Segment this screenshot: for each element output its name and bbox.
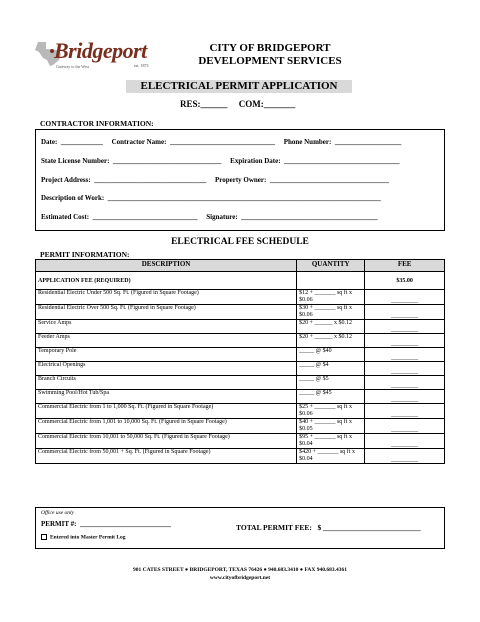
fee-row-quantity[interactable]: _____ @ $4 bbox=[297, 362, 365, 376]
total-permit-fee-field[interactable]: TOTAL PERMIT FEE: $ __________________________ bbox=[236, 523, 421, 532]
fee-row-description: Residential Electric Over 500 Sq. Ft. (Figured in Square Footage) bbox=[36, 305, 297, 320]
fee-row-description: Electrical Openings bbox=[36, 362, 297, 376]
fee-row-description: Commercial Electric from 50,001 + Sq. Ft. (Figured in Square Footage) bbox=[36, 449, 297, 464]
fee-row-description: Temporary Pole bbox=[36, 348, 297, 362]
fee-row-quantity[interactable]: $420 + _______ sq ft x $0.04 bbox=[297, 449, 365, 464]
fee-row bbox=[36, 348, 445, 362]
fee-row-fee[interactable]: _________ bbox=[365, 348, 445, 362]
cost-signature-line[interactable]: Estimated Cost: ______________________________ Signature: _______________________________________ bbox=[41, 213, 378, 221]
fee-row-quantity[interactable]: $95 + _______ sq ft x $0.04 bbox=[297, 434, 365, 449]
fee-row-quantity[interactable]: $25 + _______ sq ft x $0.06 bbox=[297, 404, 365, 419]
fee-row-description: Commercial Electric from 1,001 to 10,000 Sq. Ft. (Figured in Square Footage) bbox=[36, 419, 297, 434]
permit-info-label: PERMIT INFORMATION: bbox=[40, 250, 130, 259]
office-use-note: Office use only bbox=[41, 510, 74, 516]
fee-row-description: Commercial Electric from 1 to 1,000 Sq. Ft. (Figured in Square Footage) bbox=[36, 404, 297, 419]
application-fee-qty bbox=[297, 272, 365, 290]
office-use-box bbox=[35, 507, 445, 549]
permit-type-line bbox=[180, 99, 295, 109]
footer-website[interactable]: www.cityofbridgeport.net bbox=[209, 575, 271, 581]
col-description: DESCRIPTION bbox=[36, 260, 297, 272]
fee-row bbox=[36, 434, 445, 449]
fee-row bbox=[36, 404, 445, 419]
fee-row-description: Service Amps bbox=[36, 320, 297, 334]
fee-row bbox=[36, 419, 445, 434]
fee-row-description: Feeder Amps bbox=[36, 334, 297, 348]
fee-row bbox=[36, 334, 445, 348]
application-fee-value: $35.00 bbox=[365, 272, 445, 290]
fee-row bbox=[36, 290, 445, 305]
fee-schedule-title: ELECTRICAL FEE SCHEDULE bbox=[171, 237, 309, 247]
footer-address: 901 CATES STREET ● BRIDGEPORT, TEXAS 76426 ● 940.683.3410 ● FAX 940.683.4361 bbox=[132, 567, 347, 573]
fee-row-fee[interactable]: _________ bbox=[365, 404, 445, 419]
fee-row bbox=[36, 362, 445, 376]
fee-row bbox=[36, 449, 445, 464]
fee-row bbox=[36, 390, 445, 404]
fee-row-fee[interactable]: _________ bbox=[365, 305, 445, 320]
fee-row-fee[interactable]: _________ bbox=[365, 334, 445, 348]
master-log-checkbox[interactable] bbox=[41, 534, 47, 540]
fee-row-description: Commercial Electric from 10,001 to 50,000 Sq. Ft. (Figured in Square Footage) bbox=[36, 434, 297, 449]
fee-row-fee[interactable]: _________ bbox=[365, 419, 445, 434]
fee-row-fee[interactable]: _________ bbox=[365, 320, 445, 334]
res-field[interactable]: RES:______ bbox=[180, 99, 228, 109]
com-field[interactable]: COM:_______ bbox=[238, 99, 296, 109]
fee-row-quantity[interactable]: $30 + _______ sq ft x $0.06 bbox=[297, 305, 365, 320]
contractor-section-label: CONTRACTOR INFORMATION: bbox=[40, 119, 154, 128]
fee-row-fee[interactable]: _________ bbox=[365, 434, 445, 449]
logo-est: est. 1873 bbox=[134, 63, 149, 68]
form-title: ELECTRICAL PERMIT APPLICATION bbox=[126, 80, 352, 93]
fee-row-quantity[interactable]: $20 + ______ x $0.12 bbox=[297, 320, 365, 334]
fee-row-quantity[interactable]: _____ @ $5 bbox=[297, 376, 365, 390]
contractor-info-box bbox=[35, 129, 445, 231]
fee-row-fee[interactable]: _________ bbox=[365, 390, 445, 404]
fee-row bbox=[36, 320, 445, 334]
license-expiration-line[interactable]: State License Number: _______________________________ Expiration Date: _________________________________ bbox=[41, 157, 400, 165]
fee-row-fee[interactable]: _________ bbox=[365, 449, 445, 464]
logo-tagline: Gateway to the West bbox=[56, 64, 90, 69]
logo-wordmark: Bridgeport bbox=[54, 38, 147, 63]
address-owner-line[interactable]: Project Address: ________________________________ Property Owner: __________________________________ bbox=[41, 176, 389, 184]
col-fee: FEE bbox=[365, 260, 445, 272]
fee-row-fee[interactable]: _________ bbox=[365, 376, 445, 390]
fee-row bbox=[36, 305, 445, 320]
fee-row bbox=[36, 376, 445, 390]
master-log-checkbox-row[interactable]: Entered into Master Permit Log bbox=[41, 534, 126, 540]
city-logo bbox=[34, 36, 154, 76]
footer bbox=[35, 566, 445, 582]
fee-row-fee[interactable]: _________ bbox=[365, 362, 445, 376]
fee-row-fee[interactable]: _________ bbox=[365, 290, 445, 305]
fee-row-description: Swimming Pool/Hot Tub/Spa bbox=[36, 390, 297, 404]
permit-number-field[interactable]: PERMIT #: __________________________ bbox=[41, 520, 171, 528]
fee-row-quantity[interactable]: _____ @ $40 bbox=[297, 348, 365, 362]
date-contractor-phone-line[interactable]: Date: ____________ Contractor Name: ______________________________ Phone Number: ___________________ bbox=[41, 138, 402, 146]
col-quantity: QUANTITY bbox=[297, 260, 365, 272]
description-line[interactable]: Description of Work: ______________________________________________________________________________ bbox=[41, 194, 381, 202]
fee-row-quantity[interactable]: _____ @ $45 bbox=[297, 390, 365, 404]
fee-row-quantity[interactable]: $12 + _______ sq ft x $0.06 bbox=[297, 290, 365, 305]
fee-table bbox=[35, 259, 445, 464]
fee-row-description: Residential Electric Under 500 Sq. Ft. (Figured in Square Footage) bbox=[36, 290, 297, 305]
organization-name: CITY OF BRIDGEPORT DEVELOPMENT SERVICES bbox=[198, 42, 342, 67]
application-fee-label: APPLICATION FEE (REQUIRED) bbox=[36, 272, 297, 290]
fee-row-description: Branch Circuits bbox=[36, 376, 297, 390]
fee-row-quantity[interactable]: $40 + _______ sq ft x $0.05 bbox=[297, 419, 365, 434]
fee-row-quantity[interactable]: $20 + ______ x $0.12 bbox=[297, 334, 365, 348]
